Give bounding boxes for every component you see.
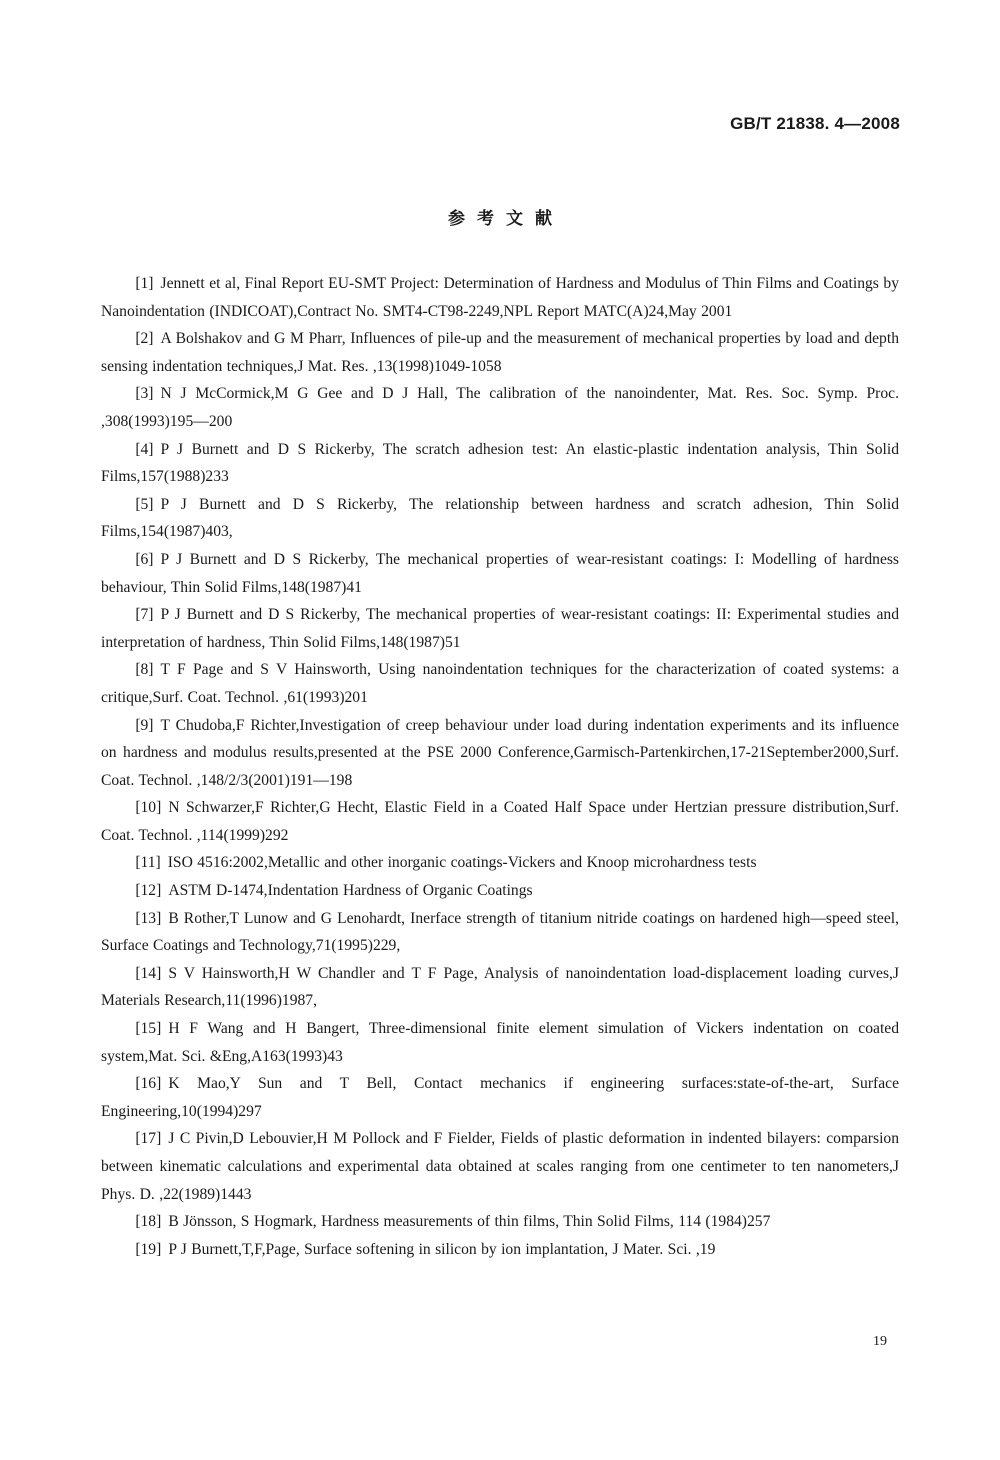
page-number: 19	[873, 1334, 887, 1349]
reference-text: S V Hainsworth,H W Chandler and T F Page, Analysis of nanoindentation load-displacement loading curves,J Materials Research,11(1996)1987,	[101, 964, 899, 1010]
reference-item	[101, 491, 899, 546]
reference-item	[101, 1015, 899, 1070]
reference-number: [14]	[135, 964, 162, 982]
reference-text: P J Burnett and D S Rickerby, The mechanical properties of wear-resistant coatings: II: Experimental studies and interpretation of hardness, Thin Solid Films,148(1987)51	[101, 606, 899, 651]
reference-number: [10]	[135, 799, 162, 817]
reference-item	[101, 1236, 899, 1264]
reference-number: [19]	[135, 1240, 162, 1258]
reference-item	[101, 877, 899, 905]
reference-item	[101, 546, 899, 601]
reference-text: T F Page and S V Hainsworth, Using nanoindentation techniques for the characterization of coated systems: a critique,Surf. Coat. Technol. ,61(1993)201	[101, 661, 899, 706]
reference-item	[101, 380, 899, 435]
reference-number: [12]	[135, 882, 162, 900]
reference-text: B Rother,T Lunow and G Lenohardt, Inerface strength of titanium nitride coatings on hardened high—speed steel, Surface Coatings and Technology,71(1995)229,	[101, 909, 899, 955]
reference-list	[101, 270, 899, 1263]
reference-text: Jennett et al, Final Report EU-SMT Project: Determination of Hardness and Modulus of Thin Films and Coatings by Nanoindentation (INDICOAT),Contract No. SMT4-CT98-2249,NPL Report MATC(A)24,May 2001	[101, 275, 899, 320]
reference-number: [9]	[135, 716, 154, 734]
reference-item	[101, 960, 899, 1015]
reference-number: [1]	[135, 275, 154, 292]
reference-number: [6]	[135, 550, 154, 568]
section-title: 参考文献	[448, 209, 564, 229]
reference-text: T Chudoba,F Richter,Investigation of creep behaviour under load during indentation experiments and its influence on hardness and modulus results,presented at the PSE 2000 Conference,Garmisch-Partenkirchen,17-21September2000,Surf. Coat. Technol. ,148/2/3(2001)191—198	[101, 716, 899, 789]
reference-text: N Schwarzer,F Richter,G Hecht, Elastic Field in a Coated Half Space under Hertzian pressure distribution,Surf. Coat. Technol. ,114(1999)292	[101, 799, 899, 844]
reference-number: [8]	[135, 661, 154, 679]
reference-item	[101, 270, 899, 325]
reference-item	[101, 849, 899, 877]
reference-item	[101, 1070, 899, 1125]
reference-number: [15]	[135, 1020, 162, 1038]
reference-text: H F Wang and H Bangert, Three-dimensional finite element simulation of Vickers indentation on coated system,Mat. Sci. &Eng,A163(1993)43	[101, 1020, 899, 1065]
reference-text: P J Burnett and D S Rickerby, The mechanical properties of wear-resistant coatings: I: Modelling of hardness behaviour, Thin Solid Films,148(1987)41	[101, 550, 899, 596]
reference-text: ASTM D-1474,Indentation Hardness of Organic Coatings	[168, 882, 533, 900]
reference-text: B Jönsson, S Hogmark, Hardness measurements of thin films, Thin Solid Films, 114 (1984)257	[168, 1213, 771, 1231]
reference-text: P J Burnett and D S Rickerby, The relationship between hardness and scratch adhesion, Thin Solid Films,154(1987)403,	[101, 495, 899, 541]
reference-text: N J McCormick,M G Gee and D J Hall, The calibration of the nanoindenter, Mat. Res. Soc. Symp. Proc. ,308(1993)195—200	[101, 385, 899, 430]
reference-number: [7]	[135, 606, 154, 624]
reference-item	[101, 1208, 899, 1236]
reference-item	[101, 905, 899, 960]
reference-text: A Bolshakov and G M Pharr, Influences of pile-up and the measurement of mechanical properties by load and depth sensing indentation techniques,J Mat. Res. ,13(1998)1049-1058	[101, 330, 899, 375]
reference-number: [5]	[135, 495, 154, 513]
reference-item	[101, 325, 899, 380]
reference-item	[101, 712, 899, 795]
reference-number: [17]	[135, 1130, 162, 1148]
reference-text: K Mao,Y Sun and T Bell, Contact mechanics if engineering surfaces:state-of-the-art, Surface Engineering,10(1994)297	[101, 1075, 899, 1120]
reference-text: P J Burnett,T,F,Page, Surface softening in silicon by ion implantation, J Mater. Sci. ,19	[168, 1240, 716, 1258]
reference-number: [18]	[135, 1213, 162, 1231]
reference-item	[101, 656, 899, 711]
reference-number: [2]	[135, 330, 154, 348]
reference-number: [3]	[135, 385, 154, 403]
reference-number: [4]	[135, 440, 154, 458]
reference-item	[101, 794, 899, 849]
standard-code: GB/T 21838. 4—2008	[730, 114, 900, 133]
reference-text: ISO 4516:2002,Metallic and other inorganic coatings-Vickers and Knoop microhardness tests	[167, 854, 757, 872]
reference-number: [16]	[135, 1075, 162, 1093]
reference-item	[101, 601, 899, 656]
reference-item	[101, 1125, 899, 1208]
reference-text: J C Pivin,D Lebouvier,H M Pollock and F Fielder, Fields of plastic deformation in indented bilayers: comparsion between kinematic calculations and experimental data obtained at scales ranging from one centimeter to ten nanometers,J Phys. D. ,22(1989)1443	[101, 1130, 899, 1203]
reference-text: P J Burnett and D S Rickerby, The scratch adhesion test: An elastic-plastic indentation analysis, Thin Solid Films,157(1988)233	[101, 440, 899, 486]
reference-number: [13]	[135, 909, 162, 927]
reference-number: [11]	[135, 854, 161, 872]
reference-item	[101, 436, 899, 491]
